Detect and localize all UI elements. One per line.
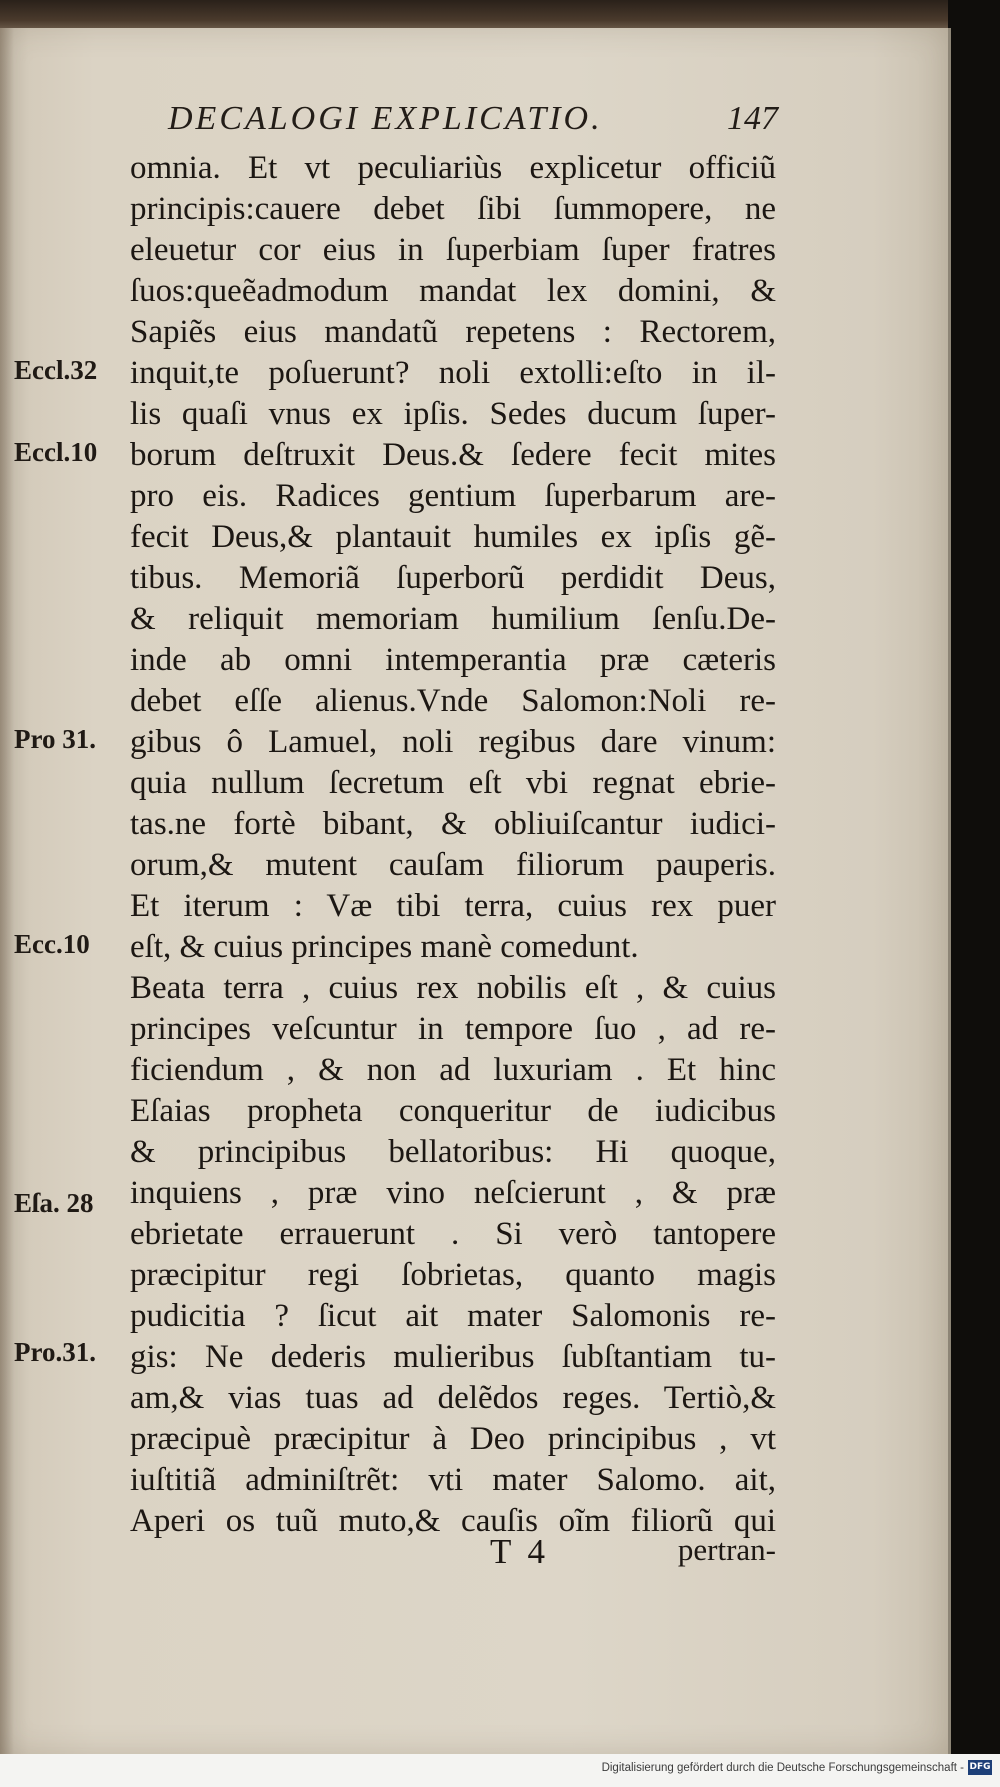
dfg-logo: DFG <box>968 1760 992 1775</box>
text-line: principes veſcuntur in tempore ſuo , ad re- <box>130 1011 776 1047</box>
text-line: Beata terra , cuius rex nobilis eſt , & cuius <box>130 970 776 1006</box>
text-line: præcipitur regi ſobrietas, quanto magis <box>130 1257 776 1293</box>
scan-right-background <box>948 0 1000 1787</box>
body-text <box>130 148 776 1542</box>
margin-reference: Eſa. 28 <box>14 1188 94 1218</box>
text-line: am,& vias tuas ad delẽdos reges. Tertiò,& <box>130 1380 776 1416</box>
text-line: gibus ô Lamuel, noli regibus dare vinum: <box>130 724 776 760</box>
text-line: ficiendum , & non ad luxuriam . Et hinc <box>130 1052 776 1088</box>
text-line: ebrietate errauerunt . Si verò tantopere <box>130 1216 776 1252</box>
text-line: inquit,te poſuerunt? noli extolli:eſto in il- <box>130 355 776 391</box>
margin-reference: Pro.31. <box>14 1337 96 1367</box>
text-line: tas.ne fortè bibant, & obliuiſcantur iudici- <box>130 806 776 842</box>
text-line: & principibus bellatoribus: Hi quoque, <box>130 1134 776 1170</box>
text-line: gis: Ne dederis mulieribus ſubſtantiam tu- <box>130 1339 776 1375</box>
text-line: eleuetur cor eius in ſuperbiam ſuper fratres <box>130 232 776 268</box>
text-line: quia nullum ſecretum eſt vbi regnat ebrie- <box>130 765 776 801</box>
text-line: inde ab omni intemperantia præ cæteris <box>130 642 776 678</box>
text-line: Eſaias propheta conqueritur de iudicibus <box>130 1093 776 1129</box>
text-line: Et iterum : Væ tibi terra, cuius rex puer <box>130 888 776 924</box>
text-line: principis:cauere debet ſibi ſummopere, ne <box>130 191 776 227</box>
margin-reference: Eccl.10 <box>14 437 98 467</box>
page-number: 147 <box>727 100 778 137</box>
text-line: ſuos:queẽadmodum mandat lex domini, & <box>130 273 776 309</box>
running-header <box>168 100 778 148</box>
text-line: lis quaſi vnus ex ipſis. Sedes ducum ſuper- <box>130 396 776 432</box>
signature-mark: T 4 <box>490 1532 549 1571</box>
text-line: pro eis. Radices gentium ſuperbarum are- <box>130 478 776 514</box>
margin-reference: Ecc.10 <box>14 929 90 959</box>
text-line: inquiens , præ vino neſcierunt , & præ <box>130 1175 776 1211</box>
margin-reference: Eccl.32 <box>14 355 98 385</box>
text-line: Aperi os tuũ muto,& cauſis oĩm filiorũ qui <box>130 1503 776 1539</box>
margin-reference: Pro 31. <box>14 724 96 754</box>
text-line: orum,& mutent cauſam filiorum pauperis. <box>130 847 776 883</box>
text-line: tibus. Memoriã ſuperborũ perdidit Deus, <box>130 560 776 596</box>
text-line: borum deſtruxit Deus.& ſedere fecit mites <box>130 437 776 473</box>
signature-line <box>130 1532 776 1576</box>
running-title: DECALOGI EXPLICATIO. <box>168 100 603 137</box>
text-line: debet eſſe alienus.Vnde Salomon:Noli re- <box>130 683 776 719</box>
text-line: præcipuè præcipitur à Deo principibus , vt <box>130 1421 776 1457</box>
text-line: fecit Deus,& plantauit humiles ex ipſis gẽ- <box>130 519 776 555</box>
digitization-credit: Digitalisierung gefördert durch die Deutsche Forschungsgemeinschaft - <box>601 1762 964 1774</box>
text-line: eſt, & cuius principes manè comedunt. <box>130 929 639 965</box>
text-line: & reliquit memoriam humilium ſenſu.De- <box>130 601 776 637</box>
text-line: omnia. Et vt peculiariùs explicetur officiũ <box>130 150 776 186</box>
text-line: Sapiẽs eius mandatũ repetens : Rectorem, <box>130 314 776 350</box>
text-line: iuſtitiã adminiſtrẽt: vti mater Salomo. ait, <box>130 1462 776 1498</box>
catchword: pertran- <box>677 1532 776 1567</box>
text-line: pudicitia ? ſicut ait mater Salomonis re- <box>130 1298 776 1334</box>
